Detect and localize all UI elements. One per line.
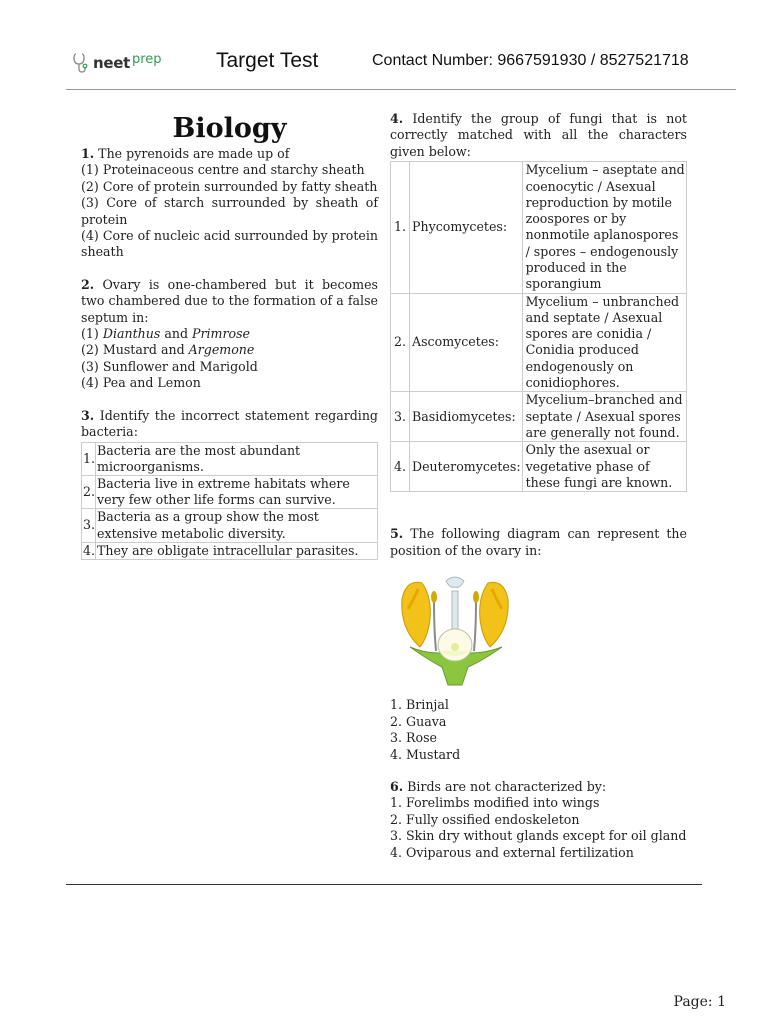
- page-number: Page: 1: [673, 994, 726, 1010]
- left-column: [81, 112, 378, 560]
- option: (2) Core of protein surrounded by fatty sheath: [81, 178, 378, 194]
- page-header: [66, 44, 736, 90]
- table-row: 4. Deuteromycetes: Only the asexual or vegetative phase of these fungi are known.: [391, 442, 687, 492]
- option: 1. Forelimbs modified into wings: [390, 795, 600, 811]
- question-6: [390, 779, 687, 861]
- question-2: [81, 277, 378, 392]
- stethoscope-icon: [72, 52, 92, 74]
- question-1: [81, 146, 378, 261]
- question-text: The pyrenoids are made up of: [98, 146, 290, 161]
- option: 4. Oviparous and external fertilization: [390, 844, 634, 860]
- table-row: 4. They are obligate intracellular parasites.: [82, 542, 378, 559]
- option: 2. Fully ossified endoskeleton: [390, 811, 580, 827]
- table-row: 3. Basidiomycetes: Mycelium–branched and septate / Asexual spores are generally not found.: [391, 392, 687, 442]
- option: (4) Core of nucleic acid surrounded by protein sheath: [81, 228, 378, 260]
- question-text: Identify the incorrect statement regarding bacteria:: [81, 407, 378, 440]
- question-number: 2.: [81, 276, 95, 292]
- option: 3. Skin dry without glands except for oil gland: [390, 828, 687, 844]
- right-column: [390, 111, 687, 861]
- question-5: [390, 526, 687, 763]
- option: (1) Dianthus and Primrose: [81, 326, 251, 342]
- table-row: 2. Bacteria live in extreme habitats where very few other life forms can survive.: [82, 475, 378, 508]
- table-row: 3. Bacteria as a group show the most extensive metabolic diversity.: [82, 509, 378, 542]
- table-row: 1. Bacteria are the most abundant microorganisms.: [82, 442, 378, 475]
- subject-heading: Biology: [172, 113, 287, 144]
- question-text: The following diagram can represent the position of the ovary in:: [390, 526, 687, 558]
- option: (4) Pea and Lemon: [81, 375, 201, 391]
- option: (1) Proteinaceous centre and starchy sheath: [81, 162, 365, 178]
- question-number: 5.: [390, 526, 404, 542]
- doc-title: Target Test: [216, 49, 319, 72]
- question-text: Identify the group of fungi that is not correctly matched with all the characters given below:: [390, 111, 687, 159]
- question-number: 4.: [390, 111, 404, 126]
- option: (2) Mustard and Argemone: [81, 342, 255, 358]
- option: (3) Core of starch surrounded by sheath of protein: [81, 195, 378, 227]
- bacteria-table: [81, 442, 378, 560]
- question-text: Ovary is one-chambered but it becomes two chambered due to the formation of a false septum in:: [81, 276, 378, 325]
- question-text: Birds are not characterized by:: [407, 779, 607, 794]
- logo-prep-text: prep: [132, 51, 162, 67]
- option: 3. Rose: [390, 730, 437, 746]
- option: 4. Mustard: [390, 746, 461, 762]
- table-row: 2. Ascomycetes: Mycelium – unbranched and septate / Asexual spores are conidia / Conidia produced endogenously on conidiophores.: [391, 293, 687, 392]
- option: 2. Guava: [390, 713, 447, 729]
- option: (3) Sunflower and Marigold: [81, 358, 258, 374]
- option: 1. Brinjal: [390, 697, 449, 713]
- fungi-table: [390, 161, 687, 492]
- footer-divider: [66, 884, 702, 885]
- question-number: 1.: [81, 146, 95, 161]
- flower-diagram: [390, 569, 520, 687]
- question-number: 3.: [81, 407, 95, 423]
- contact-number: Contact Number: 9667591930 / 8527521718: [372, 52, 689, 69]
- question-number: 6.: [390, 779, 404, 794]
- logo-neet-text: neet: [93, 53, 130, 72]
- table-row: 1. Phycomycetes: Mycelium – aseptate and coenocytic / Asexual reproduction by motile zoospores or by nonmotile aplanospores / spores – endogenously produced in the sporangium: [391, 162, 687, 293]
- question-3: [81, 408, 378, 560]
- neetprep-logo: [72, 52, 162, 74]
- question-4: [390, 111, 687, 492]
